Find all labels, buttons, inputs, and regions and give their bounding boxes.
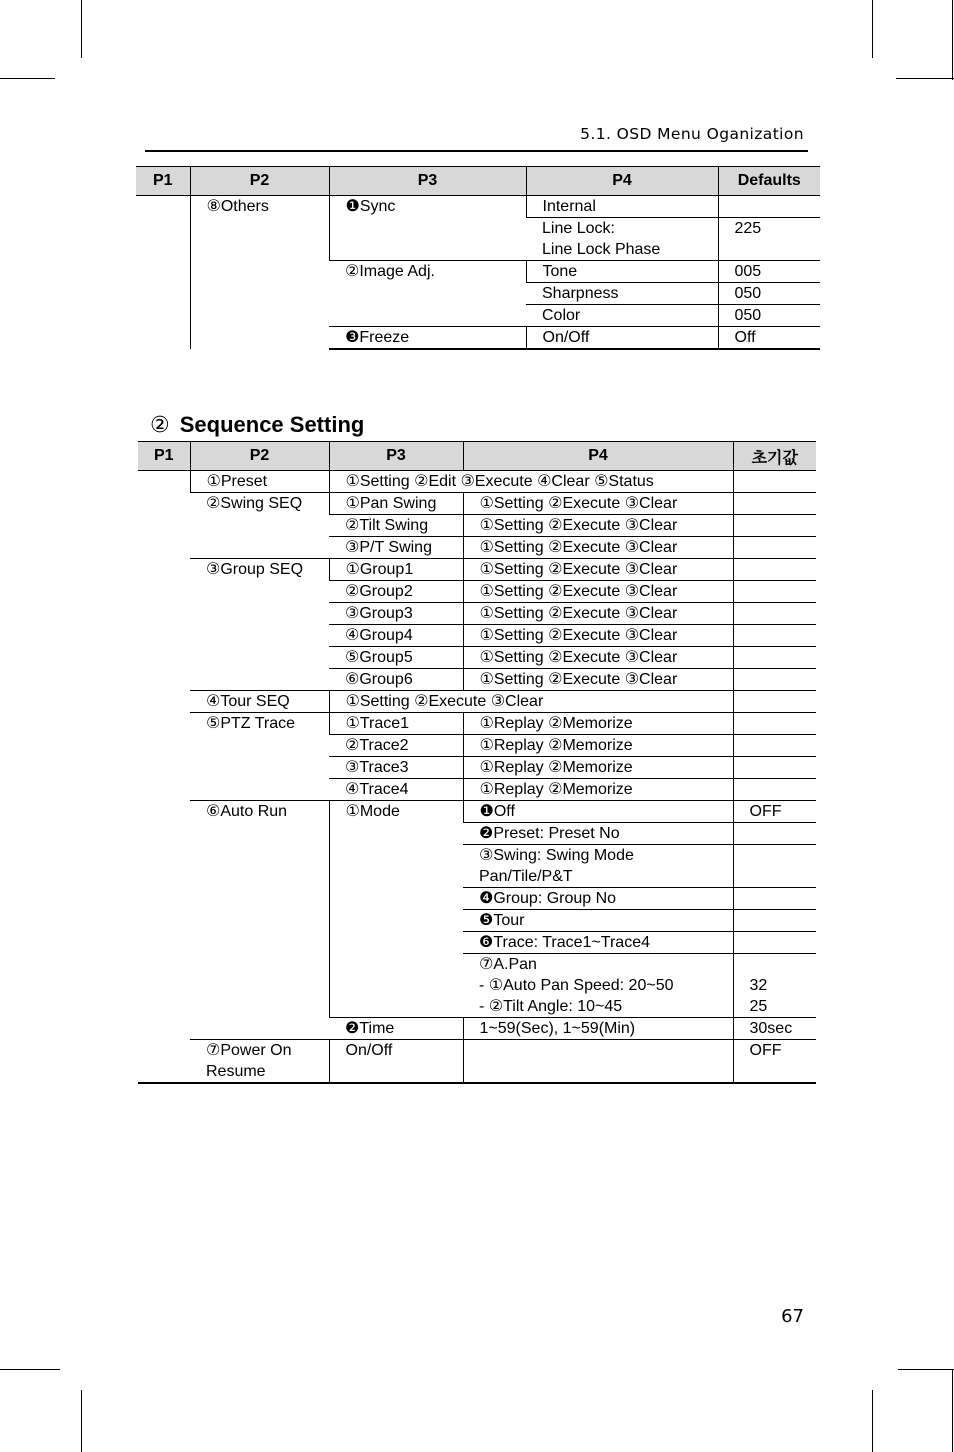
freeze-p3: ❸Freeze bbox=[329, 327, 526, 350]
mode-p4-line: - ②Tilt Angle: 10~45 bbox=[479, 998, 623, 1015]
preset-default bbox=[733, 471, 816, 493]
section-title bbox=[150, 412, 364, 438]
crop-mark bbox=[0, 78, 55, 79]
sync-internal-default bbox=[718, 196, 820, 218]
sync-p3: ❶Sync bbox=[329, 196, 526, 261]
swing-default bbox=[733, 493, 816, 515]
crop-mark bbox=[0, 1369, 60, 1370]
header-p2: P2 bbox=[190, 167, 329, 196]
mode-default bbox=[733, 888, 816, 910]
crop-mark bbox=[872, 1390, 873, 1452]
auto-pan-speed-default: 32 bbox=[749, 977, 768, 994]
auto-run-mode-p3: ①Mode bbox=[329, 801, 463, 1018]
group-default bbox=[733, 625, 816, 647]
group-p3: ⑤Group5 bbox=[329, 647, 463, 669]
trace-p3: ④Trace4 bbox=[329, 779, 463, 801]
p1-cell bbox=[136, 196, 190, 350]
sharpness-p4: Sharpness bbox=[526, 283, 718, 305]
group-p3: ④Group4 bbox=[329, 625, 463, 647]
trace-p3: ③Trace3 bbox=[329, 757, 463, 779]
header-p3: P3 bbox=[329, 442, 463, 471]
sync-internal: Internal bbox=[526, 196, 718, 218]
time-p3: ❷Time bbox=[329, 1018, 463, 1040]
trace-p4: ①Replay ②Memorize bbox=[463, 735, 733, 757]
mode-default bbox=[733, 845, 816, 888]
header-p4: P4 bbox=[463, 442, 733, 471]
tone-p4: Tone bbox=[526, 261, 718, 283]
mode-p4 bbox=[463, 954, 733, 1018]
swing-p3: ①Pan Swing bbox=[329, 493, 463, 515]
group-default bbox=[733, 581, 816, 603]
trace-p4: ①Replay ②Memorize bbox=[463, 757, 733, 779]
trace-default bbox=[733, 735, 816, 757]
trace-p3: ②Trace2 bbox=[329, 735, 463, 757]
sync-line-lock bbox=[526, 218, 718, 261]
mode-p4-line: Pan/Tile/P&T bbox=[479, 868, 573, 885]
freeze-p4: On/Off bbox=[526, 327, 718, 350]
group-default bbox=[733, 559, 816, 581]
group-p2: ③Group SEQ bbox=[190, 559, 329, 691]
swing-p4: ①Setting ②Execute ③Clear bbox=[463, 493, 733, 515]
tour-p3: ①Setting ②Execute ③Clear bbox=[329, 691, 733, 713]
mode-p4 bbox=[463, 845, 733, 888]
trace-default bbox=[733, 779, 816, 801]
mode-p4-line: ⑦A.Pan bbox=[479, 956, 537, 973]
mode-default bbox=[733, 910, 816, 932]
power-on-p2 bbox=[190, 1040, 329, 1084]
tour-p2: ④Tour SEQ bbox=[190, 691, 329, 713]
tone-default: 005 bbox=[718, 261, 820, 283]
running-header: 5.1. OSD Menu Oganization bbox=[580, 125, 804, 143]
line-lock-default: 225 bbox=[718, 218, 820, 261]
header-p2: P2 bbox=[190, 442, 329, 471]
page-number: 67 bbox=[781, 1306, 804, 1327]
trace-p4: ①Replay ②Memorize bbox=[463, 713, 733, 735]
crop-mark bbox=[81, 1390, 82, 1452]
others-table bbox=[136, 166, 820, 350]
power-on-default: OFF bbox=[733, 1040, 816, 1084]
mode-default bbox=[733, 954, 816, 1018]
header-p3: P3 bbox=[329, 167, 526, 196]
group-p3: ①Group1 bbox=[329, 559, 463, 581]
crop-mark bbox=[81, 0, 82, 58]
header-p1: P1 bbox=[138, 442, 190, 471]
trace-default bbox=[733, 757, 816, 779]
group-p4: ①Setting ②Execute ③Clear bbox=[463, 559, 733, 581]
time-default: 30sec bbox=[733, 1018, 816, 1040]
preset-p2: ①Preset bbox=[190, 471, 329, 493]
sequence-table bbox=[138, 441, 816, 1084]
swing-default bbox=[733, 515, 816, 537]
image-adj-p3: ②Image Adj. bbox=[329, 261, 526, 327]
color-default: 050 bbox=[718, 305, 820, 327]
mode-default: OFF bbox=[733, 801, 816, 823]
crop-mark bbox=[952, 1369, 953, 1452]
power-on-p4 bbox=[463, 1040, 733, 1084]
group-default bbox=[733, 603, 816, 625]
mode-p4-line: - ①Auto Pan Speed: 20~50 bbox=[479, 977, 674, 994]
header-defaults: Defaults bbox=[718, 167, 820, 196]
swing-p4: ①Setting ②Execute ③Clear bbox=[463, 515, 733, 537]
section-number: ② bbox=[150, 412, 170, 437]
tour-default bbox=[733, 691, 816, 713]
swing-p3: ②Tilt Swing bbox=[329, 515, 463, 537]
line-lock-phase-label: Line Lock Phase bbox=[542, 241, 661, 258]
power-on-line: Resume bbox=[206, 1063, 266, 1080]
auto-run-p2: ⑥Auto Run bbox=[190, 801, 329, 1040]
group-p4: ①Setting ②Execute ③Clear bbox=[463, 647, 733, 669]
swing-p4: ①Setting ②Execute ③Clear bbox=[463, 537, 733, 559]
mode-p4: ❹Group: Group No bbox=[463, 888, 733, 910]
p1-cell bbox=[138, 471, 190, 1084]
header-defaults: 초기값 bbox=[733, 442, 816, 471]
swing-default bbox=[733, 537, 816, 559]
mode-p4: ❷Preset: Preset No bbox=[463, 823, 733, 845]
group-default bbox=[733, 647, 816, 669]
header-p1: P1 bbox=[136, 167, 190, 196]
mode-p4: ❶Off bbox=[463, 801, 733, 823]
group-p3: ③Group3 bbox=[329, 603, 463, 625]
tilt-angle-default: 25 bbox=[749, 998, 768, 1015]
power-on-p3: On/Off bbox=[329, 1040, 463, 1084]
group-p4: ①Setting ②Execute ③Clear bbox=[463, 581, 733, 603]
sharpness-default: 050 bbox=[718, 283, 820, 305]
trace-p4: ①Replay ②Memorize bbox=[463, 779, 733, 801]
others-p2: ⑧Others bbox=[190, 196, 329, 350]
color-p4: Color bbox=[526, 305, 718, 327]
group-p4: ①Setting ②Execute ③Clear bbox=[463, 625, 733, 647]
section-title-text: Sequence Setting bbox=[179, 412, 365, 437]
freeze-default: Off bbox=[718, 327, 820, 350]
mode-default bbox=[733, 823, 816, 845]
crop-mark bbox=[896, 78, 954, 79]
header-rule bbox=[145, 150, 808, 152]
mode-p4: ❺Tour bbox=[463, 910, 733, 932]
line-lock-label: Line Lock: bbox=[542, 220, 615, 237]
header-p4: P4 bbox=[526, 167, 718, 196]
group-p4: ①Setting ②Execute ③Clear bbox=[463, 603, 733, 625]
group-p3: ⑥Group6 bbox=[329, 669, 463, 691]
power-on-line: ⑦Power On bbox=[206, 1042, 292, 1059]
crop-mark bbox=[872, 0, 873, 58]
trace-p3: ①Trace1 bbox=[329, 713, 463, 735]
swing-p2: ②Swing SEQ bbox=[190, 493, 329, 559]
swing-p3: ③P/T Swing bbox=[329, 537, 463, 559]
time-p4: 1~59(Sec), 1~59(Min) bbox=[463, 1018, 733, 1040]
group-p3: ②Group2 bbox=[329, 581, 463, 603]
trace-p2: ⑤PTZ Trace bbox=[190, 713, 329, 801]
group-default bbox=[733, 669, 816, 691]
crop-mark bbox=[898, 1369, 954, 1370]
group-p4: ①Setting ②Execute ③Clear bbox=[463, 669, 733, 691]
crop-mark bbox=[952, 0, 953, 80]
mode-p4: ❻Trace: Trace1~Trace4 bbox=[463, 932, 733, 954]
mode-default bbox=[733, 932, 816, 954]
preset-p3: ①Setting ②Edit ③Execute ④Clear ⑤Status bbox=[329, 471, 733, 493]
trace-default bbox=[733, 713, 816, 735]
mode-p4-line: ③Swing: Swing Mode bbox=[479, 847, 634, 864]
